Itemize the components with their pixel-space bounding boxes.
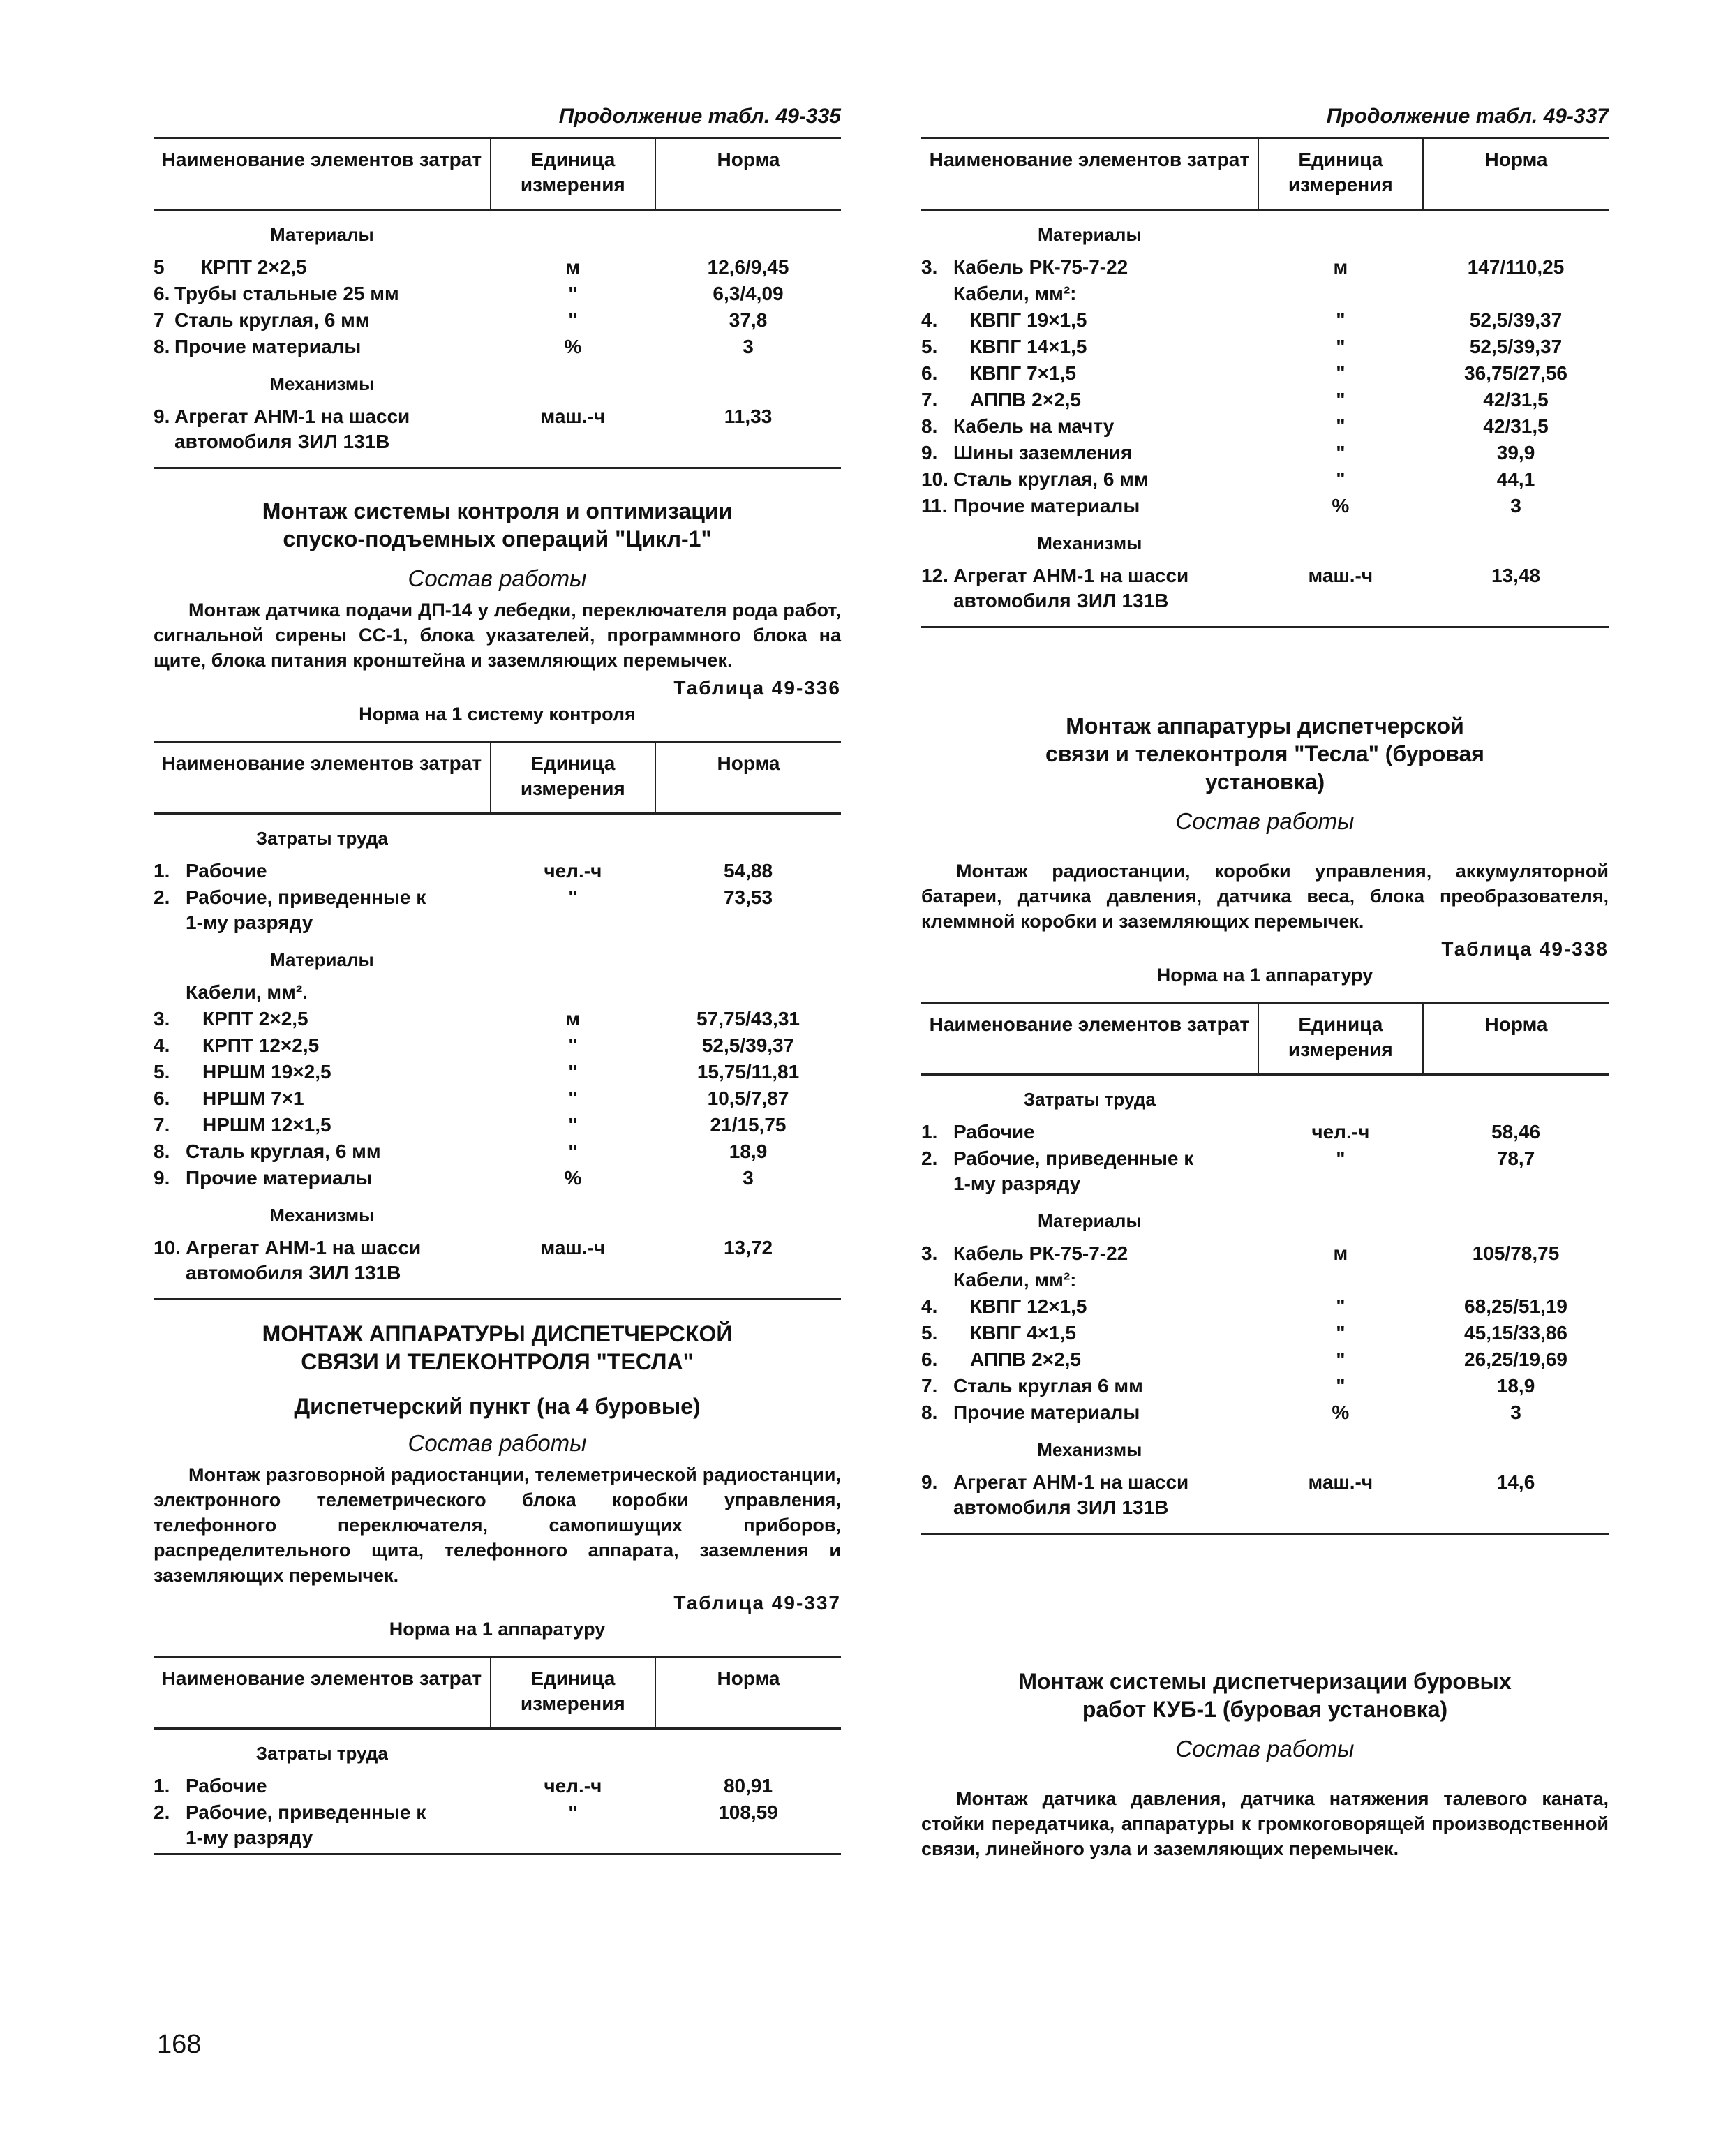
table-row: 7. НРШМ 12×1,5 " 21/15,75: [154, 1114, 787, 1136]
work-composition-heading: Состав работы: [408, 1430, 587, 1456]
col-header-unit: Единица измерения: [491, 1657, 655, 1729]
section-label: Затраты труда: [1023, 1089, 1156, 1110]
left-column: [154, 105, 841, 1855]
col-header-norm: Норма: [1484, 1013, 1548, 1035]
col-header-unit: Единица измерения: [1258, 138, 1423, 210]
col-header-name: Наименование элементов затрат: [161, 752, 482, 774]
col-header-unit: Единица измерения: [1258, 1003, 1423, 1075]
table-row: Кабели, мм²:: [953, 283, 1077, 304]
section-label: Материалы: [269, 224, 374, 245]
table-number: Таблица 49-338: [1441, 938, 1609, 960]
table-row: 8. Кабель на мачту " 42/31,5: [921, 415, 1549, 437]
col-header-unit: Единица измерения: [491, 138, 655, 210]
col-header-name: Наименование элементов затрат: [929, 1013, 1250, 1035]
table-row: 5. НРШМ 19×2,5 " 15,75/11,81: [154, 1061, 800, 1083]
table-row: Кабели, мм²:: [953, 1269, 1077, 1291]
col-header-name: Наименование элементов затрат: [161, 149, 482, 170]
section-title: Монтаж аппаратуры диспетчерской связи и телеконтроля "Тесла" (буровая установка): [1045, 713, 1484, 794]
table-row: Кабели, мм².: [186, 981, 308, 1003]
section-title: МОНТАЖ АППАРАТУРЫ ДИСПЕТЧЕРСКОЙ СВЯЗИ И ТЕЛЕКОНТРОЛЯ "ТЕСЛА": [262, 1321, 733, 1374]
section-label: Затраты труда: [255, 828, 388, 849]
table-row: 10. Агрегат АНМ-1 на шасси автомобиля ЗИЛ 131В маш.-ч 13,72: [154, 1235, 841, 1300]
table-row: 7 Сталь круглая, 6 мм " 37,8: [154, 309, 768, 331]
norm-table-338: [921, 1002, 1609, 1535]
col-header-norm: Норма: [717, 1667, 780, 1689]
table-row: 6. НРШМ 7×1 " 10,5/7,87: [154, 1087, 789, 1109]
section-label: Механизмы: [269, 373, 375, 394]
work-composition-heading: Состав работы: [408, 565, 587, 591]
col-header-name: Наименование элементов затрат: [161, 1667, 482, 1689]
table-row: 1. Рабочие чел.-ч 54,88: [154, 860, 773, 882]
section-subtitle: Диспетчерский пункт (на 4 буровые): [294, 1394, 701, 1419]
norm-table-336: [154, 741, 841, 1300]
right-column: [921, 105, 1609, 1861]
section-label: Механизмы: [269, 1205, 375, 1226]
table-row: 9. Агрегат АНМ-1 на шасси автомобиля ЗИЛ 131В маш.-ч 14,6: [921, 1469, 1609, 1534]
table-number: Таблица 49-337: [673, 1592, 841, 1614]
work-description: Монтаж радиостанции, коробки управления, аккумуляторной батареи, датчика давления, датчика веса, блока преобразователя, клеммной коробки и заземляющих перемычек.: [921, 861, 1609, 932]
section-label: Материалы: [269, 949, 374, 970]
table-row: 8. Сталь круглая, 6 мм " 18,9: [154, 1140, 768, 1162]
table-row: 1. Рабочие чел.-ч 80,91: [154, 1775, 773, 1797]
section-title: Монтаж системы контроля и оптимизации спуско-подъемных операций "Цикл-1": [262, 498, 733, 551]
section-label: Затраты труда: [255, 1743, 388, 1764]
table-row: 7. АППВ 2×2,5 " 42/31,5: [921, 389, 1549, 410]
table-row: 11. Прочие материалы % 3: [921, 495, 1521, 516]
table-row: 4. КВПГ 12×1,5 " 68,25/51,19: [921, 1295, 1567, 1317]
section-title: Монтаж системы диспетчеризации буровых работ КУБ-1 (буровая установка): [1018, 1669, 1512, 1722]
col-header-norm: Норма: [1484, 149, 1548, 170]
work-description: Монтаж датчика давления, датчика натяжения талевого каната, стойки передатчика, аппаратуры к громкоговорящей производственной связи, линейного узла и заземляющих перемычек.: [921, 1788, 1609, 1859]
table-row: 3. КРПТ 2×2,5 м 57,75/43,31: [154, 1008, 800, 1029]
table-row: 6. Трубы стальные 25 мм " 6,3/4,09: [154, 283, 784, 304]
table-row: 8. Прочие материалы % 3: [154, 336, 754, 357]
col-header-norm: Норма: [717, 752, 780, 774]
work-composition-heading: Состав работы: [1175, 1736, 1355, 1762]
section-label: Механизмы: [1037, 533, 1142, 553]
table-row: 3. Кабель РК-75-7-22 м 105/78,75: [921, 1242, 1560, 1264]
table-row: 8. Прочие материалы % 3: [921, 1402, 1521, 1423]
table-row: 2. Рабочие, приведенные к 1-му разряду " 78,7: [921, 1147, 1535, 1194]
col-header-unit: Единица измерения: [491, 742, 655, 814]
table-row: 5 КРПТ 2×2,5 м 12,6/9,45: [154, 256, 789, 278]
table-row: 2. Рабочие, приведенные к 1-му разряду " 108,59: [154, 1799, 841, 1854]
section-label: Материалы: [1037, 224, 1142, 245]
section-label: Материалы: [1037, 1210, 1142, 1231]
table-row: 2. Рабочие, приведенные к 1-му разряду " 73,53: [154, 886, 773, 933]
table-caption: Норма на 1 аппаратуру: [389, 1619, 606, 1640]
work-description: Монтаж датчика подачи ДП-14 у лебедки, переключателя рода работ, сигнальной сирены СС-1, блока указателей, программного блока на щите, блока питания кронштейна и заземляющих перемычек.: [154, 600, 841, 671]
table-row: 9. Агрегат АНМ-1 на шасси автомобиля ЗИЛ 131В маш.-ч 11,33: [154, 403, 841, 468]
page-number: 168: [157, 2030, 202, 2059]
table-row: 4. КВПГ 19×1,5 " 52,5/39,37: [921, 309, 1563, 331]
work-composition-heading: Состав работы: [1175, 808, 1355, 834]
table-row: 6. АППВ 2×2,5 " 26,25/19,69: [921, 1348, 1567, 1370]
table-row: 10. Сталь круглая, 6 мм " 44,1: [921, 468, 1535, 490]
section-label: Механизмы: [1037, 1439, 1142, 1460]
table-row: 9. Шины заземления " 39,9: [921, 442, 1535, 463]
table-number: Таблица 49-336: [673, 677, 841, 699]
col-header-norm: Норма: [717, 149, 780, 170]
continuation-label: Продолжение табл. 49-337: [1326, 105, 1609, 128]
continuation-label: Продолжение табл. 49-335: [558, 105, 841, 128]
table-row: 7. Сталь круглая 6 мм " 18,9: [921, 1375, 1535, 1397]
table-row: 3. Кабель РК-75-7-22 м 147/110,25: [921, 256, 1565, 278]
work-description: Монтаж разговорной радиостанции, телеметрической радиостанции, электронного телеметрического блока коробки управления, телефонного переключателя, самопишущих приборов, распределительного щита, телефонного аппарата, заземления и заземляющих перемычек.: [154, 1464, 841, 1586]
table-row: 5. КВПГ 4×1,5 " 45,15/33,86: [921, 1322, 1567, 1344]
table-row: 9. Прочие материалы % 3: [154, 1167, 754, 1189]
norm-table-337: [154, 1656, 841, 1855]
table-row: 12. Агрегат АНМ-1 на шасси автомобиля ЗИЛ 131В маш.-ч 13,48: [921, 563, 1609, 627]
table-caption: Норма на 1 аппаратуру: [1156, 965, 1373, 986]
table-row: 4. КРПТ 12×2,5 " 52,5/39,37: [154, 1034, 795, 1056]
norm-table-337-continued: [921, 137, 1609, 628]
table-row: 5. КВПГ 14×1,5 " 52,5/39,37: [921, 336, 1563, 357]
table-row: 1. Рабочие чел.-ч 58,46: [921, 1121, 1541, 1143]
norm-table-335: [154, 137, 841, 469]
table-caption: Норма на 1 систему контроля: [359, 704, 636, 724]
table-row: 6. КВПГ 7×1,5 " 36,75/27,56: [921, 362, 1567, 384]
col-header-name: Наименование элементов затрат: [929, 149, 1250, 170]
